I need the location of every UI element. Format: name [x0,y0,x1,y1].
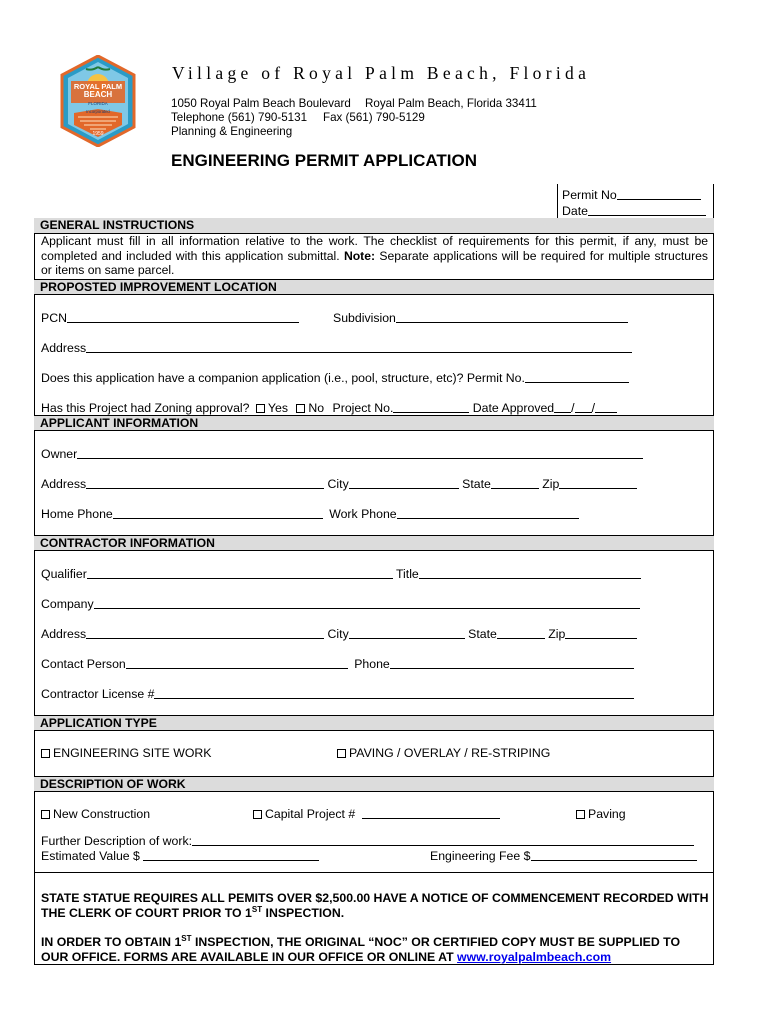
city-state-zip: Royal Palm Beach, Florida 33411 [365,97,537,110]
date-sep-2: / [591,401,595,415]
applicant-zip-field[interactable] [559,477,637,489]
engineering-site-work-label: ENGINEERING SITE WORK [53,746,212,760]
project-no-field[interactable] [393,401,469,413]
further-description-label: Further Description of work: [41,834,193,848]
statute-text-2: INSPECTION. [262,906,345,920]
noc-text-2: INSPECTION, THE ORIGINAL “NOC” OR CERTIFIED COPY MUST BE SUPPLIED TO OUR OFFICE. FORMS ARE AVAILABLE IN OUR OFFICE OR ONLINE AT [41,935,681,964]
department: Planning & Engineering [171,125,293,138]
owner-row [41,447,643,461]
contractor-address-label: Address [41,627,87,641]
applicant-heading: APPLICANT INFORMATION [34,415,714,431]
contractor-city-label: City [327,627,349,641]
telephone: Telephone (561) 790-5131 [171,111,308,124]
date-sep-1: / [571,401,575,415]
contact-person-label: Contact Person [41,657,126,671]
zoning-no-checkbox[interactable] [296,404,305,413]
engineering-fee-field[interactable] [531,849,697,861]
new-construction-checkbox[interactable] [41,810,50,819]
further-description-field[interactable] [192,834,694,846]
noc-notice [41,935,709,965]
noc-text-1: IN ORDER TO OBTAIN 1 [41,935,182,949]
subdivision-field[interactable] [396,311,628,323]
fax: Fax (561) 790-5129 [323,111,425,124]
company-label: Company [41,597,94,611]
companion-row [41,371,629,385]
permit-no-label: Permit No [562,188,617,202]
estimated-value-row [41,849,319,863]
village-title: Village of Royal Palm Beach, Florida [172,63,591,83]
capital-project-checkbox[interactable] [253,810,262,819]
qualifier-row [41,567,641,581]
applicant-city-field[interactable] [349,477,459,489]
svg-text:FLORIDA: FLORIDA [88,101,108,106]
application-type-heading: APPLICATION TYPE [34,715,714,731]
date-label: Date [562,204,588,218]
instructions-part2: Separate applications will be required for multiple structures or items on same parcel. [41,248,709,278]
contractor-zip-field[interactable] [565,627,637,639]
zoning-question: Has this Project had Zoning approval? [41,401,250,415]
companion-question: Does this application have a companion application (i.e., pool, structure, etc)? Permit No. [41,371,525,385]
engineering-fee-row [430,849,697,863]
contractor-city-field[interactable] [349,627,465,639]
contractor-heading: CONTRACTOR INFORMATION [34,535,714,551]
home-phone-label: Home Phone [41,507,113,521]
capital-project-label: Capital Project # [265,807,356,821]
office-date-field[interactable] [588,204,706,216]
engineering-site-work-checkbox[interactable] [41,749,50,758]
svg-text:BEACH: BEACH [83,90,113,99]
yes-label: Yes [267,401,288,415]
new-construction-option [41,807,150,821]
app-type-option-2 [337,746,550,760]
subdivision-label: Subdivision [333,311,396,325]
paving-option [576,807,626,821]
project-no-label: Project No. [332,401,394,415]
contractor-phone-label: Phone [354,657,390,671]
paving-checkbox[interactable] [576,810,585,819]
date-approved-year[interactable] [595,401,617,413]
svg-text:ROYAL PALM: ROYAL PALM [73,82,123,91]
instructions-part1: Applicant must fill in all information relative to the work. The checklist of requirements for this permit, if any, must be completed and included with this application submittal. [41,234,708,263]
applicant-state-field[interactable] [491,477,539,489]
work-phone-label: Work Phone [329,507,397,521]
company-row [41,597,640,611]
phone-row [41,507,579,521]
svg-text:1959: 1959 [92,131,104,137]
date-approved-day[interactable] [575,401,592,413]
street-address: 1050 Royal Palm Beach Boulevard [171,97,351,110]
permit-no-field[interactable] [617,188,701,200]
company-field[interactable] [94,597,640,609]
contractor-state-label: State [468,627,497,641]
contact-row [41,657,634,671]
owner-label: Owner [41,447,78,461]
location-heading: PROPOSTED IMPROVEMENT LOCATION [34,279,714,295]
location-address-field[interactable] [86,341,632,353]
form-title: ENGINEERING PERMIT APPLICATION [171,151,478,170]
statute-text-1: STATE STATUE REQUIRES ALL PEMITS OVER $2,500.00 HAVE A NOTICE OF COMMENCEMENT RECORDED WITH THE CLERK OF COURT PRIOR TO 1 [41,891,709,920]
website-link[interactable]: www.royalpalmbeach.com [457,950,612,964]
office-use-box [557,184,714,218]
noc-sup: ST [181,933,192,943]
license-row [41,687,634,701]
paving-overlay-label: PAVING / OVERLAY / RE-STRIPING [349,746,551,760]
pcn-row [41,311,299,325]
owner-field[interactable] [77,447,643,459]
qualifier-field[interactable] [87,567,393,579]
date-approved-label: Date Approved [472,401,555,415]
location-address-label: Address [41,341,87,355]
svg-text:Incorporated: Incorporated [86,109,110,114]
subdivision-row [333,311,628,325]
license-field[interactable] [154,687,634,699]
paving-overlay-checkbox[interactable] [337,749,346,758]
location-address-row [41,341,632,355]
contractor-zip-label: Zip [548,627,566,641]
applicant-address-field[interactable] [86,477,324,489]
estimated-value-field[interactable] [143,849,319,861]
contractor-state-field[interactable] [497,627,545,639]
paving-label: Paving [588,807,626,821]
no-label: No [308,401,325,415]
contractor-address-field[interactable] [86,627,324,639]
contractor-phone-field[interactable] [390,657,634,669]
applicant-state-label: State [462,477,491,491]
title-label: Title [396,567,419,581]
qualifier-label: Qualifier [41,567,87,581]
pcn-label: PCN [41,311,67,325]
statute-sup: ST [251,904,263,914]
title-field[interactable] [419,567,641,579]
work-phone-field[interactable] [397,507,579,519]
estimated-value-label: Estimated Value $ [41,849,140,863]
statute-notice [41,891,709,921]
contact-person-field[interactable] [126,657,348,669]
home-phone-field[interactable] [113,507,323,519]
app-type-option-1 [41,746,212,760]
capital-project-field[interactable] [362,807,500,819]
description-heading: DESCRIPTION OF WORK [34,776,714,792]
further-description-row [41,834,694,848]
general-instructions-text [41,234,708,278]
license-label: Contractor License # [41,687,155,701]
applicant-address-label: Address [41,477,87,491]
general-instructions-heading: GENERAL INSTRUCTIONS [34,218,714,234]
note-label: Note: [343,248,376,263]
new-construction-label: New Construction [53,807,151,821]
companion-permit-field[interactable] [525,371,629,383]
capital-project-option [253,807,500,821]
applicant-zip-label: Zip [542,477,560,491]
zoning-row [41,401,617,415]
engineering-fee-label: Engineering Fee $ [430,849,531,863]
zoning-yes-checkbox[interactable] [256,404,265,413]
contractor-address-row [41,627,637,641]
applicant-city-label: City [327,477,349,491]
applicant-address-row [41,477,637,491]
date-approved-month[interactable] [554,401,571,413]
divider [34,872,714,873]
village-seal-logo [60,55,136,147]
pcn-field[interactable] [67,311,299,323]
